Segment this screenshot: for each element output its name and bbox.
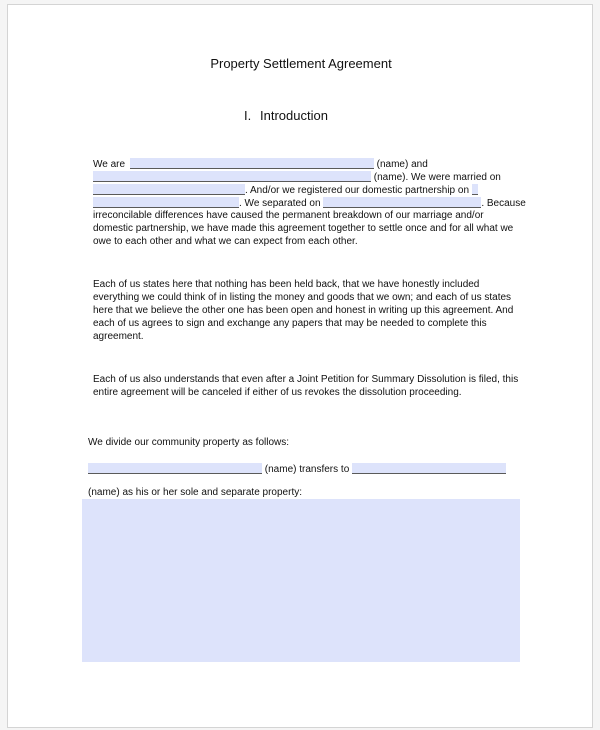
transfer-line: (name) transfers to: [88, 463, 506, 476]
para2-line: each of us agrees to sign and exchange any papers that may be needed to complete this: [93, 318, 487, 329]
transferee-name-field[interactable]: [352, 463, 506, 474]
para2-line: Each of us states here that nothing has been held back, that we have honestly included: [93, 279, 480, 290]
para1-line-2: (name). We were married on: [93, 171, 501, 184]
partnership-date-field-continued[interactable]: [93, 197, 239, 208]
divide-property-text: We divide our community property as follows:: [88, 437, 290, 448]
transferor-name-field[interactable]: [88, 463, 262, 474]
sole-property-text: (name) as his or her sole and separate property:: [88, 487, 302, 498]
marriage-date-field[interactable]: [93, 184, 245, 195]
section-heading: [244, 108, 328, 123]
separation-date-field[interactable]: [323, 197, 481, 208]
para1-line-6: domestic partnership, we have made this agreement together to settle once and for all what we: [93, 223, 514, 234]
document-title: Property Settlement Agreement: [210, 56, 392, 71]
spouse-2-name-field[interactable]: [93, 171, 371, 182]
para3-line: Each of us also understands that even after a Joint Petition for Summary Dissolution is filed, this: [93, 374, 519, 385]
property-description-field[interactable]: [82, 499, 520, 662]
para2-line: here that we believe the other one has been open and honest in writing up this agreement. And: [93, 305, 514, 316]
partnership-date-field[interactable]: [472, 184, 478, 195]
section-title: Introduction: [260, 108, 328, 123]
para1-line-7: owe to each other and what we can expect from each other.: [93, 236, 358, 247]
para2-line: everything we could think of in listing the money and goods that we own; and each of us states: [93, 292, 512, 303]
para2-line: agreement.: [93, 331, 144, 342]
document-page: [7, 4, 593, 728]
section-number: I.: [244, 108, 252, 123]
para1-line-4: . We separated on . Because: [93, 197, 526, 210]
para1-line-1: We are (name) and: [93, 159, 428, 170]
spouse-1-name-field[interactable]: [130, 158, 374, 169]
para1-line-5: irreconcilable differences have caused the permanent breakdown of our marriage and/or: [93, 210, 484, 221]
para3-line: entire agreement will be canceled if either of us revokes the dissolution proceeding.: [93, 387, 462, 398]
para1-line-3: . And/or we registered our domestic partnership on: [93, 184, 478, 197]
